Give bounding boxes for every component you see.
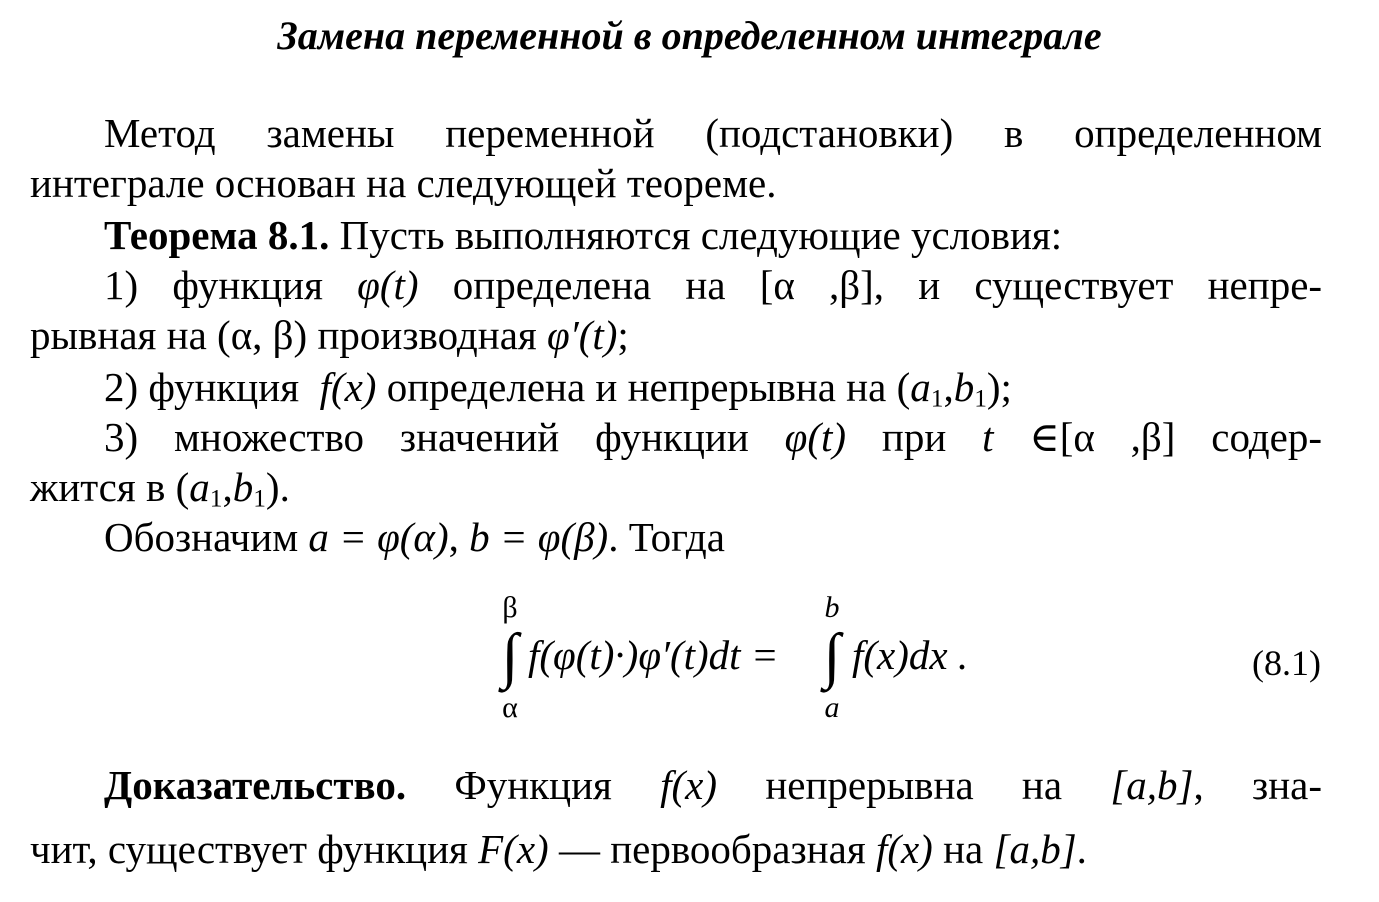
condition-3-line2-end: . xyxy=(279,464,290,510)
condition-3-line2-start: жится в xyxy=(30,464,166,510)
subscript-1: 1 xyxy=(930,384,944,413)
proof-line2-start: чит, существует функция xyxy=(30,826,468,872)
notation-line: Обозначим a = φ(α), b = φ(β). Тогда xyxy=(104,514,725,560)
phi-of-t: φ(t) xyxy=(784,414,847,460)
f-of-x: f(x) xyxy=(319,364,377,410)
phi-of-t: φ(t) xyxy=(357,262,419,308)
right-integral-upper-limit: b xyxy=(824,591,840,624)
subscript-1: 1 xyxy=(974,384,987,413)
condition-1-mid: определена на xyxy=(452,262,726,308)
intro-line-1: Метод замены переменной (подстановки) в определенном xyxy=(104,110,1322,156)
proof-line2-on: на xyxy=(943,826,984,872)
right-integral-lower-limit: a xyxy=(824,691,840,724)
left-integral-lower-limit: α xyxy=(502,691,518,724)
formula-8-1 xyxy=(490,590,1090,730)
intro-line-2: интеграле основан на следующей теореме. xyxy=(30,160,777,206)
condition-1-start: 1) функция xyxy=(104,262,323,308)
notation-start: Обозначим xyxy=(104,514,299,560)
condition-1-line2-mid: производная xyxy=(317,312,537,358)
interval-a: a xyxy=(189,464,210,510)
f-of-x: f(x) xyxy=(660,762,718,808)
condition-2-mid: определена и непрерывна на xyxy=(386,364,887,410)
theorem-label: Теорема 8.1. xyxy=(104,212,330,258)
condition-3-line-1 xyxy=(104,412,1322,462)
capital-f-of-x: F(x) xyxy=(478,826,549,872)
proof-line2-end: . xyxy=(1076,826,1087,872)
closed-interval-a-b: [a,b] xyxy=(993,826,1077,872)
f-of-x: f(x) xyxy=(875,826,933,872)
right-integrand: f(x)dx . xyxy=(852,632,969,678)
proof-line2-mid: — первообразная xyxy=(558,826,866,872)
proof-line-2 xyxy=(30,824,1087,874)
interval-a: a xyxy=(910,364,931,410)
subscript-1: 1 xyxy=(209,484,223,513)
a-definition: a = φ(α) xyxy=(308,514,449,560)
condition-3-end: содер- xyxy=(1211,414,1323,460)
open-interval-a1-b1: $(a_1,b_1)$ xyxy=(896,364,1001,413)
condition-1-line-2 xyxy=(30,310,629,360)
section-heading: Замена переменной в определенном интеграле xyxy=(277,13,1102,58)
proof-line-1 xyxy=(104,760,1322,810)
closed-interval-alpha-beta: [α ,β] xyxy=(759,262,874,308)
interval-b: b xyxy=(953,364,975,410)
notation-end: . Тогда xyxy=(608,514,725,560)
condition-1-line-1 xyxy=(104,260,1322,310)
proof-mid: непрерывна на xyxy=(765,762,1063,808)
proof-start: Функция xyxy=(454,762,612,808)
integral-sign-icon: ∫ xyxy=(823,622,841,690)
subscript-1: 1 xyxy=(253,484,266,513)
condition-1-line2-end: ; xyxy=(617,312,629,358)
closed-interval-alpha-beta: [α ,β] xyxy=(1059,414,1176,460)
condition-2-start: 2) функция xyxy=(104,364,300,410)
b-definition: b = φ(β) xyxy=(469,514,609,560)
condition-3-mid: при xyxy=(881,414,947,460)
proof-label: Доказательство. xyxy=(104,762,407,808)
left-integral-upper-limit: β xyxy=(502,591,518,624)
t-element-of: t ∈ xyxy=(982,414,1060,460)
theorem-statement xyxy=(104,210,1062,260)
integral-sign-icon: ∫ xyxy=(501,622,519,690)
open-interval-a1-b1: $(a_1,b_1)$ xyxy=(175,464,280,513)
phi-prime-of-t: φ′(t) xyxy=(547,312,618,358)
condition-3-start: 3) множество значений функции xyxy=(104,414,749,460)
proof-end: , зна- xyxy=(1193,762,1322,808)
condition-1-line2-start: рывная на xyxy=(30,312,207,358)
condition-2-end: ; xyxy=(1000,364,1012,410)
interval-b: b xyxy=(232,464,254,510)
open-interval-alpha-beta: (α, β) xyxy=(217,312,308,358)
equation-number: (8.1) xyxy=(1252,643,1321,683)
condition-1-end: , и существует непре- xyxy=(873,262,1323,308)
theorem-text: Пусть выполняются следующие условия: xyxy=(339,212,1063,258)
left-integrand: f(φ(t)·)φ′(t)dt = xyxy=(528,632,779,678)
closed-interval-a-b: [a,b] xyxy=(1110,762,1194,808)
